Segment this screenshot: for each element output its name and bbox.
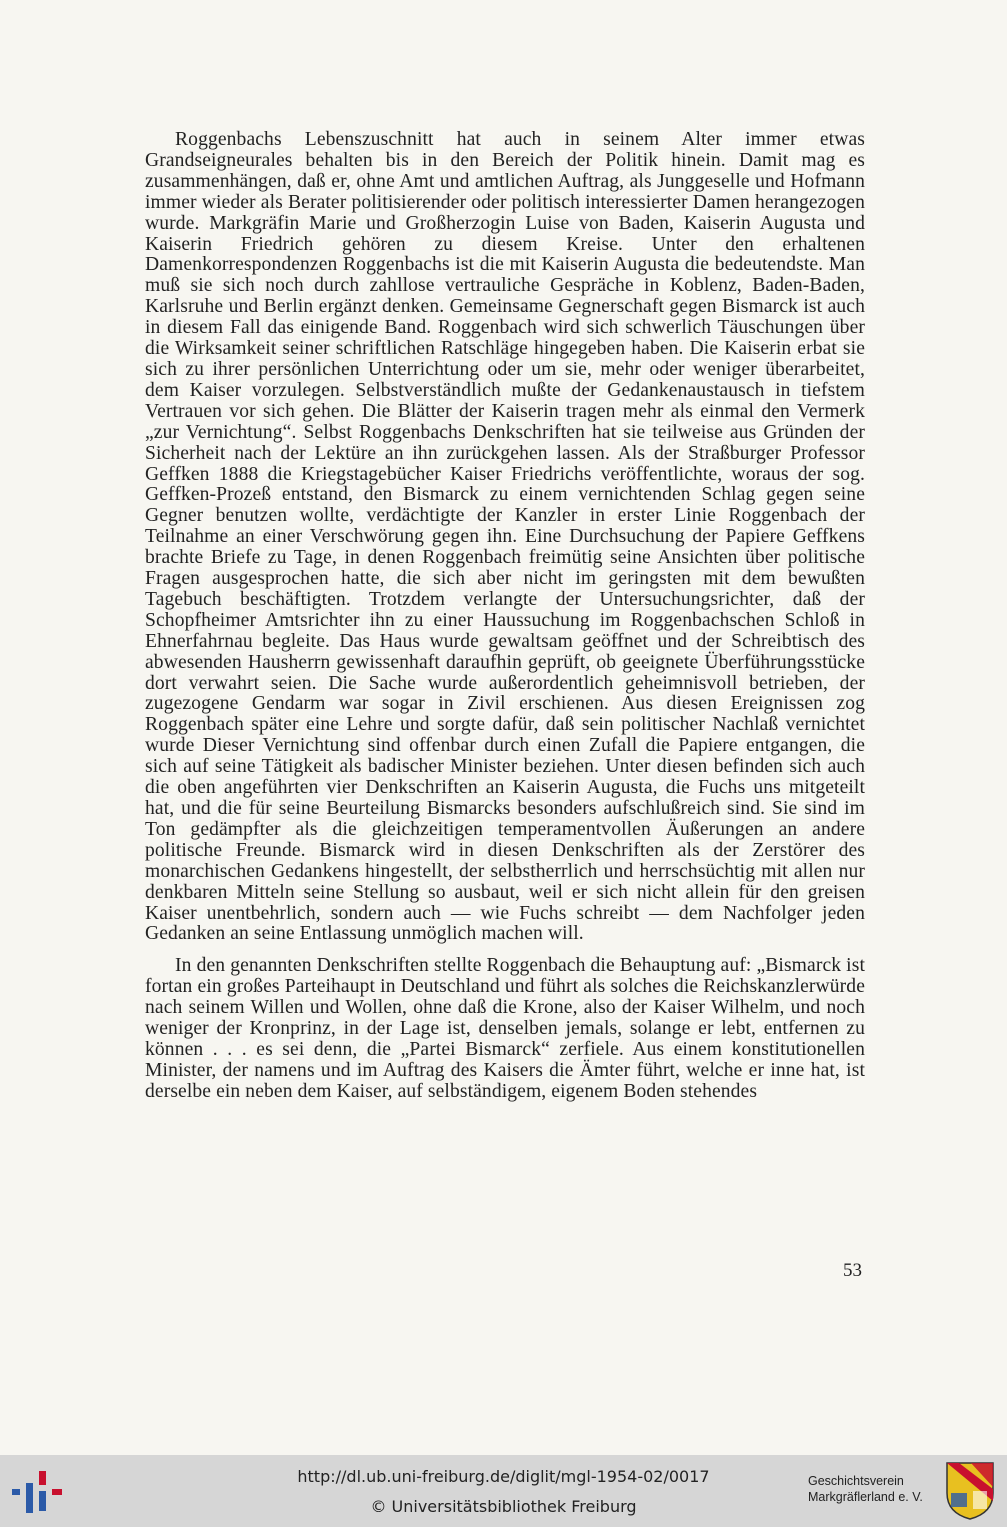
document-url[interactable]: http://dl.ub.uni-freiburg.de/diglit/mgl-1954-02/0017 [297, 1467, 710, 1486]
organization-name [808, 1473, 942, 1505]
coat-of-arms-icon [945, 1461, 995, 1521]
org-name-line-2: Markgräflerland e. V. [808, 1490, 923, 1504]
org-name-line-1: Geschichtsverein [808, 1474, 904, 1488]
body-text [145, 130, 865, 1103]
page-number: 53 [843, 1260, 862, 1281]
footer-bar [0, 1455, 1007, 1527]
paragraph-2: In den genannten Denkschriften stellte Roggenbach die Behauptung auf: „Bismarck ist fortan ein großes Parteihaupt in Deutschland und führt als solches die Reichskanzlerwürde nach seinem Willen und Wollen, ohne daß die Krone, also der Kaiser Wilhelm, und noch weniger der Kronprinz, in der Lage ist, denselben jemals, solange er lebt, entfernen zu können . . . es sei denn, die „Partei Bismarck“ zerfiele. Aus einem konstitutionellen Minister, der namens und im Auftrag des Kaisers die Ämter führt, welche er inne hat, ist derselbe ein neben dem Kaiser, auf selbständigem, eigenem Boden stehendes [145, 955, 865, 1102]
copyright-text: © Universitätsbibliothek Freiburg [370, 1497, 637, 1516]
paragraph-1: Roggenbachs Lebenszuschnitt hat auch in seinem Alter immer etwas Grandseigneurales behalten bis in den Bereich der Politik hinein. Damit mag es zusammenhängen, daß er, ohne Amt und amtlichen Auftrag, als Junggeselle und Hofmann immer wieder als Berater politisierender oder politisch interessierter Damen herangezogen wurde. Markgräfin Marie und Großherzogin Luise von Baden, Kaiserin Augusta und Kaiserin Friedrich gehören zu diesem Kreise. Unter den erhaltenen Damenkorrespondenzen Roggenbachs ist die mit Kaiserin Augusta die bedeutendste. Man muß sie sich noch durch zahllose vertrauliche Gespräche in Koblenz, Baden-Baden, Karlsruhe und Berlin ergänzt denken. Gemeinsame Gegnerschaft gegen Bismarck ist auch in diesem Fall das einigende Band. Roggenbach wird sich schwerlich Täuschungen über die Wirksamkeit seiner schriftlichen Ratschläge hingegeben haben. Die Kaiserin erbat sie sich zu ihrer persönlichen Unterrichtung oder um sie, mehr oder weniger überarbeitet, dem Kaiser vorzulegen. Selbstverständlich mußte der Gedankenaustausch in tiefstem Vertrauen vor sich gehen. Die Blätter der Kaiserin tragen mehr als einmal den Vermerk „zur Vernichtung“. Selbst Roggenbachs Denkschriften hat sie teilweise aus Gründen der Sicherheit nach der Lektüre an ihn zurückgehen lassen. Als der Straßburger Professor Geffken 1888 die Kriegstagebücher Kaiser Friedrichs veröffentlichte, woraus der sog. Geffken-Prozeß entstand, den Bismarck zu einem vernichtenden Schlag gegen seine Gegner benutzen wollte, verdächtigte der Kanzler in erster Linie Roggenbach der Teilnahme an einer Verschwörung gegen ihn. Eine Durchsuchung der Papiere Geffkens brachte Briefe zu Tage, in denen Roggenbach freimütig seine Ansichten über politische Fragen ausgesprochen hatte, die sich aber nicht im geringsten mit dem bewußten Tagebuch beschäftigten. Trotzdem verlangte der Untersuchungsrichter, daß der Schopfheimer Amtsrichter ihn zu einer Haussuchung im Roggenbachschen Schloß in Ehnerfahrnau begleite. Das Haus wurde gewaltsam geöffnet und der Schreibtisch des abwesenden Hausherrn gewissenhaft daraufhin geprüft, ob geeignete Überführungsstücke dort verwahrt seien. Die Sache wurde außerordentlich geheimnisvoll betrieben, der zugezogene Gendarm war sogar in Zivil erschienen. Aus diesen Ereignissen zog Roggenbach später eine Lehre und sorgte dafür, daß sein politischer Nachlaß vernichtet wurde Dieser Vernichtung sind offenbar durch einen Zufall die Papiere entgangen, die sich auf seine Tätigkeit als badischer Minister beziehen. Unter diesen befinden sich auch die oben angeführten vier Denkschriften an Kaiserin Augusta, die Fuchs uns mitgeteilt hat, und die für seine Beurteilung Bismarcks besonders aufschlußreich sind. Sie sind im Ton gedämpfter als die gleichzeitigen temperamentvollen Äußerungen an andere politische Freunde. Bismarck wird in diesen Denkschriften als der Zerstörer des monarchischen Gedankens hingestellt, der selbstherrlich und herrschsüchtig mit allen nur denkbaren Mitteln seine Stellung so ausbaut, weil er sich nicht allein für den greisen Kaiser unentbehrlich, sondern auch — wie Fuchs schreibt — dem Nachfolger jeden Gedanken an seine Entlassung unmöglich machen will. [145, 129, 865, 945]
